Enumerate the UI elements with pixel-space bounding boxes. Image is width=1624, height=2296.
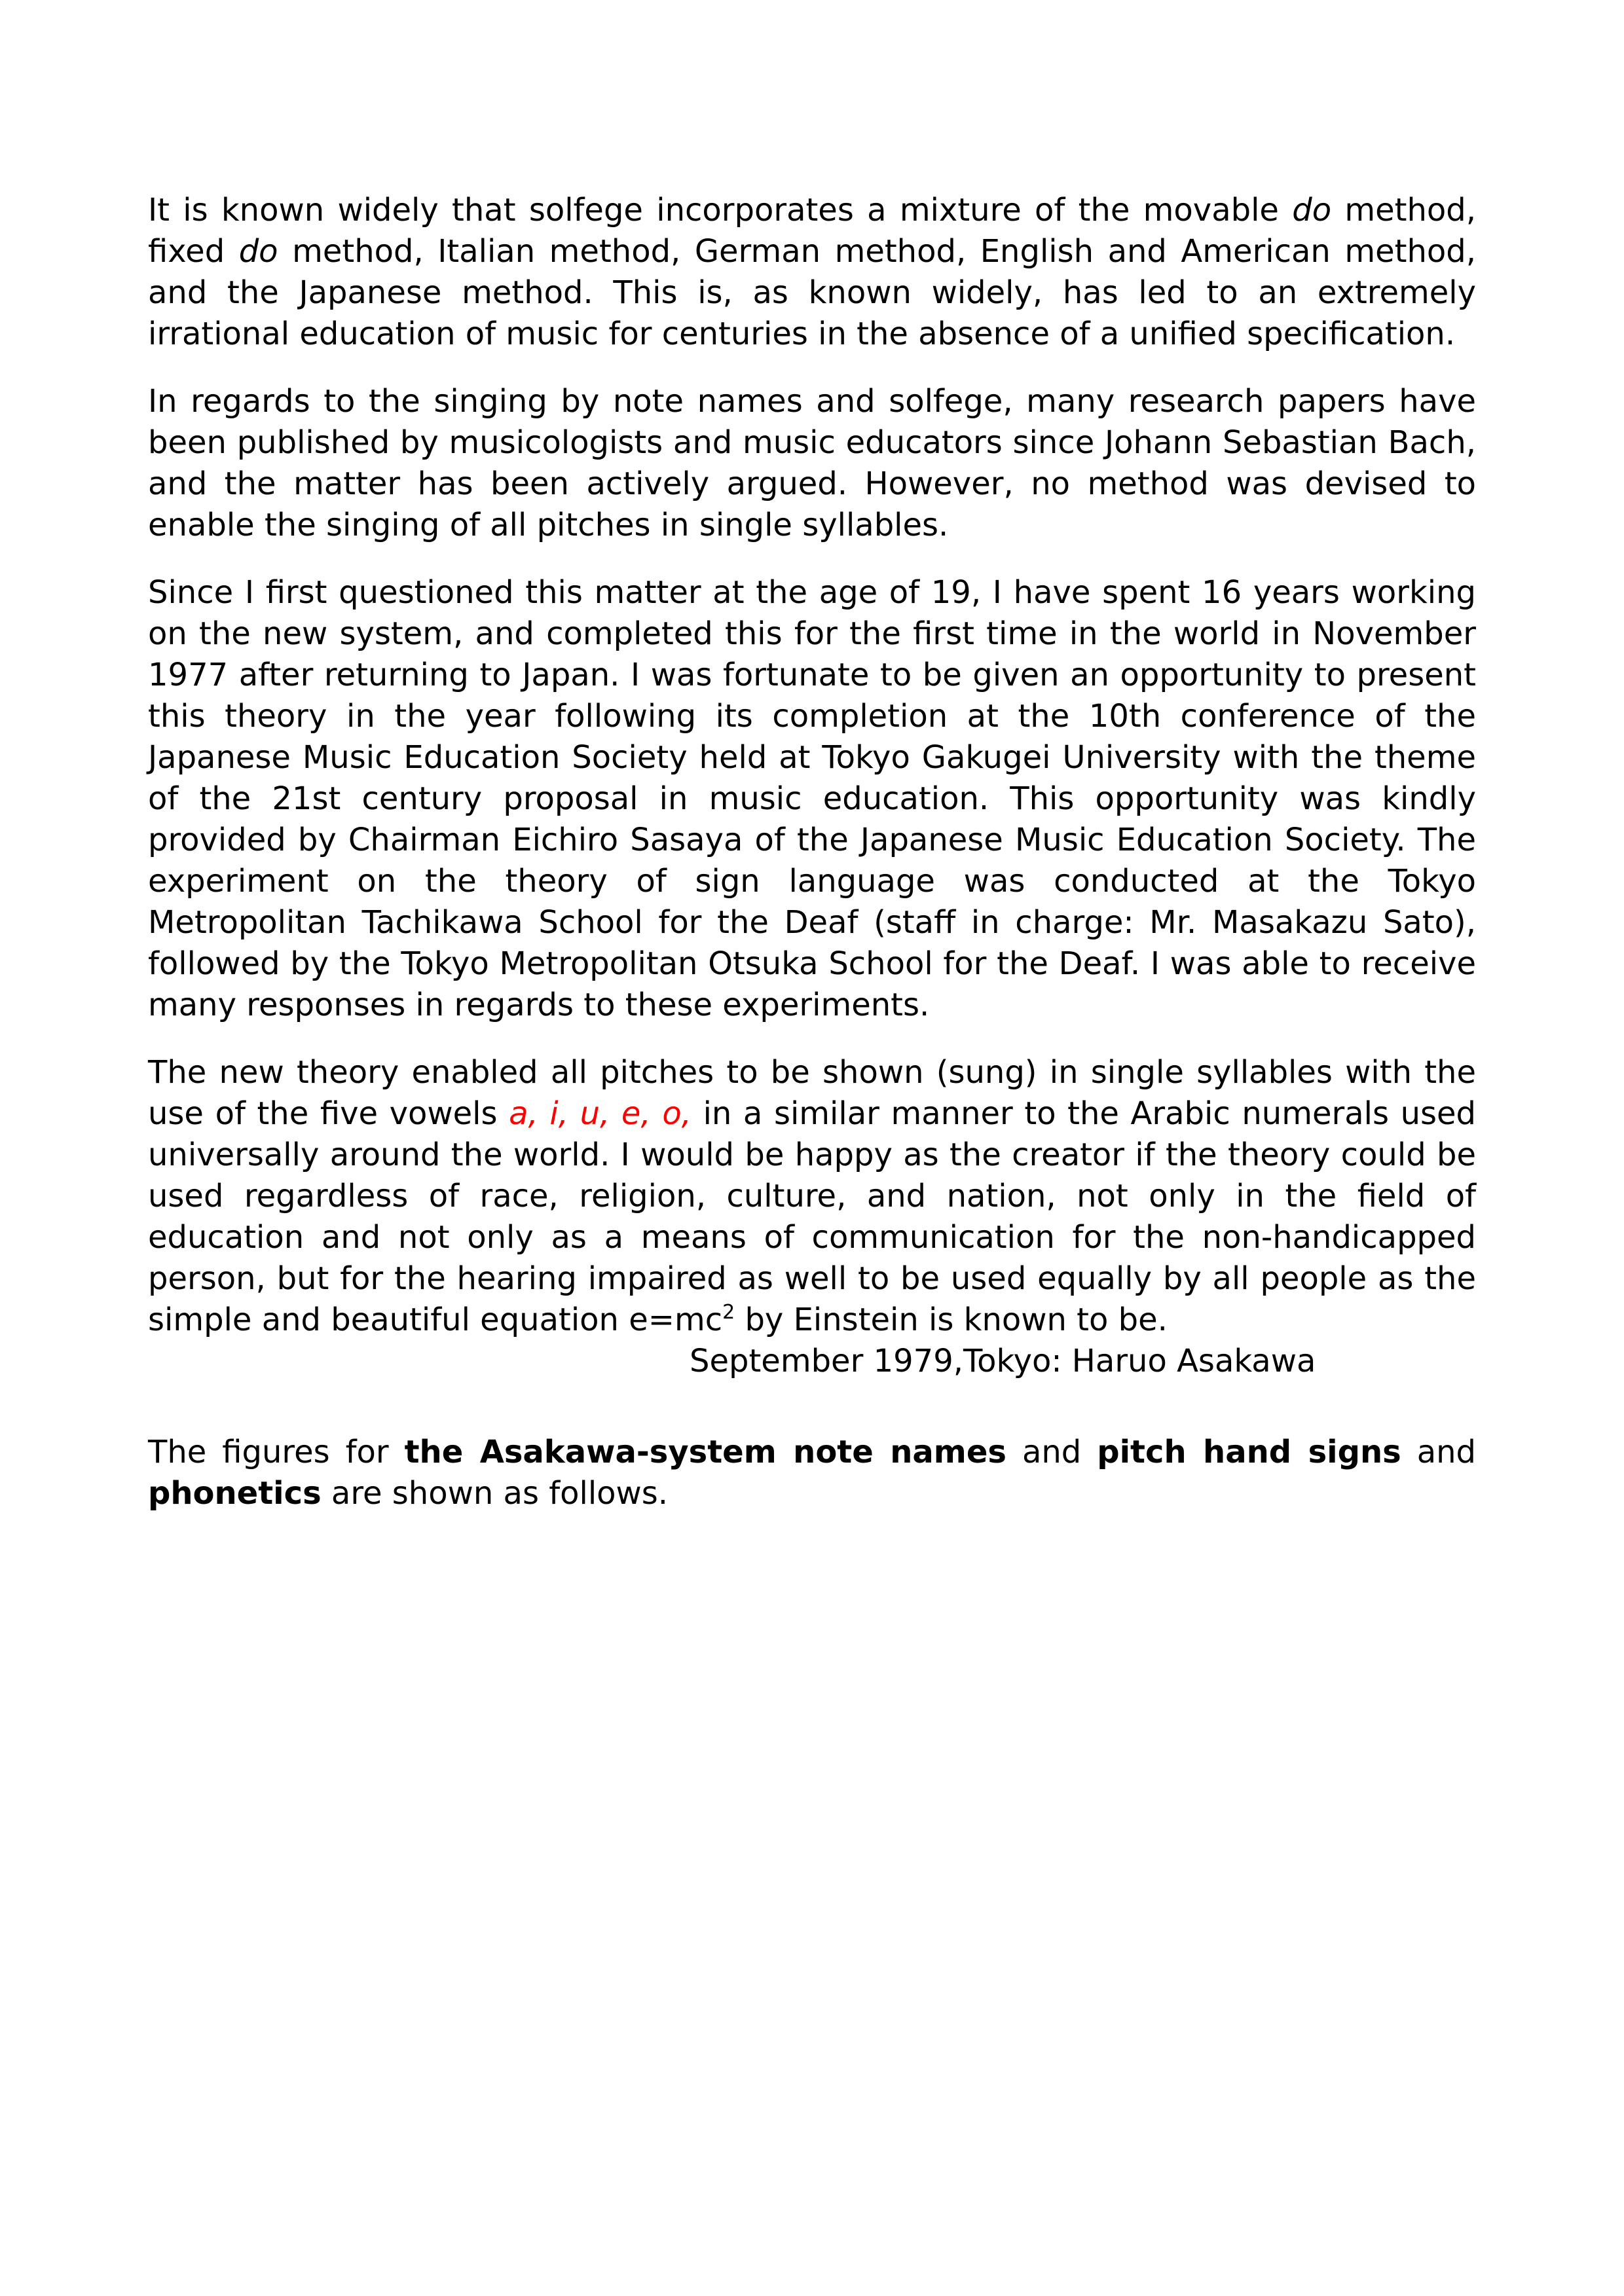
text-span: by Einstein is known to be. <box>735 1302 1168 1338</box>
text-span: The new theory enabled all pitches to be shown (sung) in single syllables with the use of the five vowels <box>148 1054 1476 1132</box>
text-span: It is known widely that solfege incorporates a mixture of the movable <box>148 192 1293 228</box>
spacer <box>148 1382 1476 1432</box>
paragraph-new-theory <box>148 1052 1476 1341</box>
text-span: and <box>1401 1434 1477 1470</box>
document-page <box>148 190 1476 1540</box>
text-span: are shown as follows. <box>321 1475 669 1512</box>
text-span: The figures for <box>148 1434 405 1470</box>
paragraph-solfege-methods <box>148 190 1476 355</box>
bold-hand-signs: pitch hand signs <box>1097 1434 1401 1470</box>
text-span: and <box>1006 1434 1098 1470</box>
text-span: method, fixed <box>148 192 1476 270</box>
text-span: method, Italian method, German method, English and American method, and the Japanese method. This is, as known widely, has led to an extremely irrational education of music for centuries in the absence of a unified specification. <box>148 233 1476 352</box>
paragraph-author-history: Since I first questioned this matter at the age of 19, I have spent 16 years working on the new system, and completed this for the first time in the world in November 1977 after returning to Japan. I was fortunate to be given an opportunity to present this theory in the year following its completion at the 10th conference of the Japanese Music Education Society held at Tokyo Gakugei University with the theme of the 21st century proposal in music education. This opportunity was kindly provided by Chairman Eichiro Sasaya of the Japanese Music Education Society. The experiment on the theory of sign language was conducted at the Tokyo Metropolitan Tachikawa School for the Deaf (staff in charge: Mr. Masakazu Sato), followed by the Tokyo Metropolitan Otsuka School for the Deaf. I was able to receive many responses in regards to these experiments. <box>148 574 1476 1023</box>
signature-line: September 1979,Tokyo: Haruo Asakawa <box>690 1343 1316 1379</box>
paragraph-research-history: In regards to the singing by note names and solfege, many research papers have been published by musicologists and music educators since Johann Sebastian Bach, and the matter has been actively argued. However, no method was devised to enable the singing of all pitches in single syllables. <box>148 383 1476 543</box>
bold-phonetics: phonetics <box>148 1475 322 1512</box>
vowels-highlight: a, i, u, e, o, <box>509 1095 692 1132</box>
text-span: in a similar manner to the Arabic numerals used universally around the world. I would be happy as the creator if the theory could be used regardless of race, religion, culture, and nation, not only in the field of education and not only as a means of communication for the non-handicapped person, but for the hearing impaired as well to be used equally by all people as the simple and beautiful equation e=mc <box>148 1095 1477 1338</box>
italic-do: do <box>1292 192 1332 228</box>
bold-note-names: the Asakawa-system note names <box>404 1434 1006 1470</box>
paragraph-figures-intro <box>148 1432 1476 1514</box>
superscript-two: 2 <box>722 1301 735 1324</box>
italic-do: do <box>238 233 278 270</box>
